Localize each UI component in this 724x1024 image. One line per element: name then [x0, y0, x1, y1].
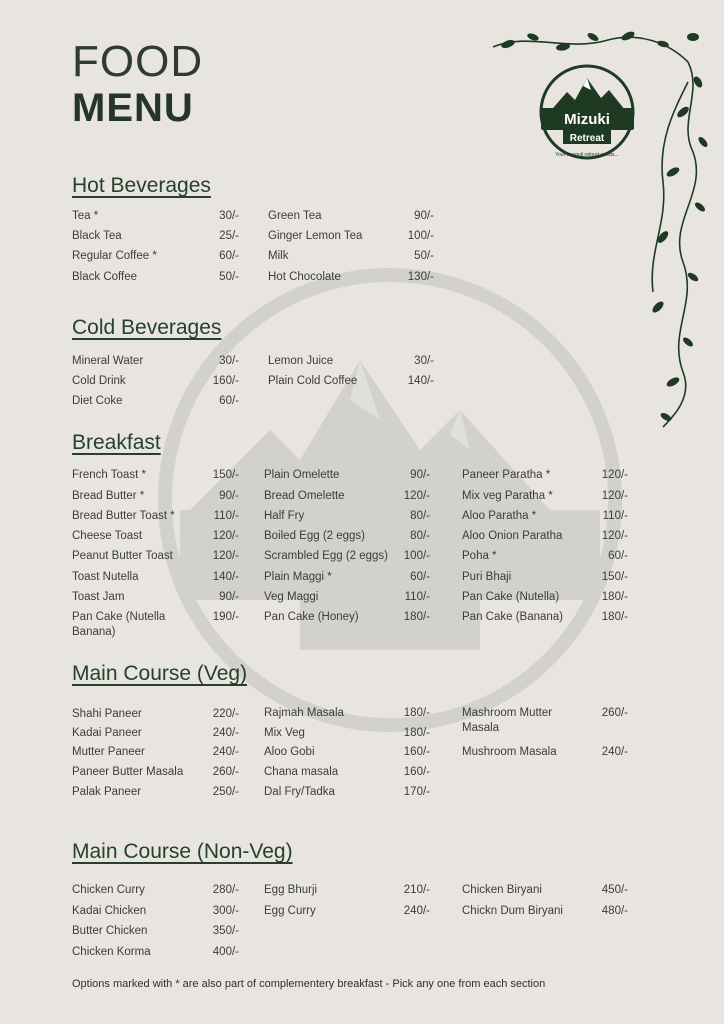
menu-item-price: 180/-: [403, 611, 430, 623]
menu-item-name: Dal Fry/Tadka: [264, 786, 335, 798]
menu-item-name: Paneer Butter Masala: [72, 766, 184, 778]
menu-item-name: Mushroom Masala: [462, 746, 557, 758]
menu-item-price: 240/-: [601, 746, 628, 758]
menu-item-price: 120/-: [212, 550, 239, 562]
menu-item-price: 260/-: [212, 766, 239, 778]
menu-item-name: Paneer Paratha *: [462, 469, 551, 481]
menu-item-name: Ginger Lemon Tea: [268, 230, 363, 242]
menu-item-name: Plain Omelette: [264, 469, 340, 481]
menu-item-price: 160/-: [403, 746, 430, 758]
menu-item-name: Egg Curry: [264, 905, 316, 917]
menu-item-name: Aloo Onion Paratha: [462, 530, 563, 542]
menu-item-name: Kadai Paneer: [72, 727, 142, 739]
menu-item-price: 110/-: [404, 591, 430, 603]
menu-item-name: Shahi Paneer: [72, 708, 142, 720]
menu-item-name: Mix Veg: [264, 727, 305, 739]
menu-item-price: 160/-: [403, 766, 430, 778]
menu-item-name: French Toast *: [72, 469, 146, 481]
menu-item-name: Pan Cake (Honey): [264, 611, 359, 623]
menu-item-name: Egg Bhurji: [264, 884, 318, 896]
menu-item-name: Kadai Chicken: [72, 905, 147, 917]
menu-item-price: 400/-: [212, 946, 239, 958]
menu-item-name: Mutter Paneer: [72, 746, 145, 758]
menu-item-name: Veg Maggi: [264, 591, 319, 603]
menu-item-name: Green Tea: [268, 210, 322, 222]
menu-item-name: Toast Jam: [72, 591, 125, 603]
menu-item-price: 120/-: [403, 490, 430, 502]
menu-item-name: Bread Butter *: [72, 490, 145, 502]
menu-item-price: 140/-: [407, 375, 434, 387]
mizuki-logo-icon: [535, 60, 640, 165]
menu-item-price: 25/-: [219, 230, 239, 242]
menu-item-price: 120/-: [601, 490, 628, 502]
menu-item-price: 140/-: [212, 571, 239, 583]
menu-item-name: Chicken Korma: [72, 946, 151, 958]
menu-item-price: 90/-: [219, 490, 239, 502]
menu-item-name: Regular Coffee *: [72, 250, 157, 262]
menu-item-name: Cold Drink: [72, 375, 126, 387]
menu-item-name: Mix veg Paratha *: [462, 490, 553, 502]
menu-item-name: Bread Omelette: [264, 490, 345, 502]
menu-item-name: Tea *: [72, 210, 99, 222]
menu-item-name: Cheese Toast: [72, 530, 143, 542]
menu-item-name: Black Coffee: [72, 271, 137, 283]
section-title-main-course-veg: Main Course (Veg): [72, 662, 248, 685]
menu-item-name: Plain Maggi *: [264, 571, 332, 583]
menu-item-price: 100/-: [407, 230, 434, 242]
menu-item-price: 30/-: [219, 210, 239, 222]
menu-item-price: 90/-: [414, 210, 434, 222]
menu-item-price: 30/-: [414, 355, 434, 367]
menu-item-price: 170/-: [403, 786, 430, 798]
menu-item-name: Peanut Butter Toast: [72, 550, 173, 562]
menu-item-name: Mashroom Mutter Masala: [462, 707, 553, 734]
menu-item-price: 60/-: [219, 395, 239, 407]
logo-sub-text: Retreat: [569, 133, 605, 144]
logo-brand-text: Mizuki: [564, 111, 610, 128]
menu-item-price: 260/-: [601, 707, 628, 719]
menu-item-name: Rajmah Masala: [264, 707, 344, 719]
menu-item-price: 480/-: [601, 905, 628, 917]
menu-item-name: Butter Chicken: [72, 925, 148, 937]
menu-item-price: 120/-: [212, 530, 239, 542]
logo-tagline-text: Your tranquil retreat awaits...: [555, 152, 619, 158]
menu-item-price: 80/-: [410, 530, 430, 542]
footer-note: Options marked with * are also part of complementery breakfast - Pick any one from each section: [72, 978, 546, 990]
section-title-main-course-non-veg: Main Course (Non-Veg): [72, 840, 293, 863]
menu-item-name: Plain Cold Coffee: [268, 375, 358, 387]
menu-item-price: 300/-: [212, 905, 239, 917]
menu-item-name: Pan Cake (Nutella Banana): [72, 611, 166, 638]
menu-item-price: 110/-: [602, 510, 628, 522]
menu-item-name: Aloo Paratha *: [462, 510, 537, 522]
menu-item-price: 180/-: [403, 727, 430, 739]
menu-item-price: 250/-: [212, 786, 239, 798]
menu-item-price: 350/-: [212, 925, 239, 937]
menu-item-name: Bread Butter Toast *: [72, 510, 175, 522]
menu-item-price: 50/-: [414, 250, 434, 262]
page-title-menu: MENU: [72, 86, 194, 130]
menu-item-price: 450/-: [601, 884, 628, 896]
menu-item-price: 60/-: [219, 250, 239, 262]
menu-item-price: 240/-: [212, 746, 239, 758]
menu-item-price: 120/-: [601, 469, 628, 481]
page-title-food: FOOD: [72, 37, 204, 86]
menu-item-price: 210/-: [403, 884, 430, 896]
menu-item-price: 180/-: [601, 611, 628, 623]
menu-item-price: 220/-: [212, 708, 239, 720]
section-title-cold-beverages: Cold Beverages: [72, 316, 222, 339]
menu-item-price: 180/-: [403, 707, 430, 719]
menu-item-price: 100/-: [403, 550, 430, 562]
menu-item-name: Chicken Biryani: [462, 884, 542, 896]
menu-item-name: Milk: [268, 250, 289, 262]
menu-item-price: 110/-: [213, 510, 239, 522]
menu-item-name: Chana masala: [264, 766, 339, 778]
menu-item-price: 60/-: [608, 550, 628, 562]
menu-item-price: 190/-: [212, 611, 239, 623]
menu-item-price: 50/-: [219, 271, 239, 283]
menu-item-price: 90/-: [219, 591, 239, 603]
menu-item-name: Lemon Juice: [268, 355, 334, 367]
menu-item-name: Hot Chocolate: [268, 271, 341, 283]
menu-item-price: 120/-: [601, 530, 628, 542]
menu-item-price: 160/-: [212, 375, 239, 387]
menu-item-name: Pan Cake (Banana): [462, 611, 564, 623]
menu-item-name: Chickn Dum Biryani: [462, 905, 563, 917]
menu-item-price: 30/-: [219, 355, 239, 367]
menu-item-price: 130/-: [407, 271, 434, 283]
menu-item-name: Aloo Gobi: [264, 746, 315, 758]
section-title-hot-beverages: Hot Beverages: [72, 174, 211, 197]
menu-item-price: 240/-: [212, 727, 239, 739]
menu-item-name: Puri Bhaji: [462, 571, 512, 583]
menu-item-name: Pan Cake (Nutella): [462, 591, 560, 603]
menu-item-name: Scrambled Egg (2 eggs): [264, 550, 389, 562]
section-title-breakfast: Breakfast: [72, 431, 161, 454]
menu-item-name: Chicken Curry: [72, 884, 145, 896]
menu-item-price: 280/-: [212, 884, 239, 896]
menu-item-name: Boiled Egg (2 eggs): [264, 530, 366, 542]
menu-item-price: 150/-: [212, 469, 239, 481]
menu-item-price: 80/-: [410, 510, 430, 522]
menu-item-price: 240/-: [403, 905, 430, 917]
menu-item-name: Poha *: [462, 550, 497, 562]
menu-item-name: Mineral Water: [72, 355, 144, 367]
menu-item-name: Half Fry: [264, 510, 305, 522]
menu-item-price: 150/-: [601, 571, 628, 583]
menu-item-price: 60/-: [410, 571, 430, 583]
menu-item-price: 180/-: [601, 591, 628, 603]
menu-item-name: Black Tea: [72, 230, 122, 242]
menu-item-name: Diet Coke: [72, 395, 123, 407]
menu-item-price: 90/-: [410, 469, 430, 481]
menu-item-name: Toast Nutella: [72, 571, 139, 583]
menu-item-name: Palak Paneer: [72, 786, 142, 798]
